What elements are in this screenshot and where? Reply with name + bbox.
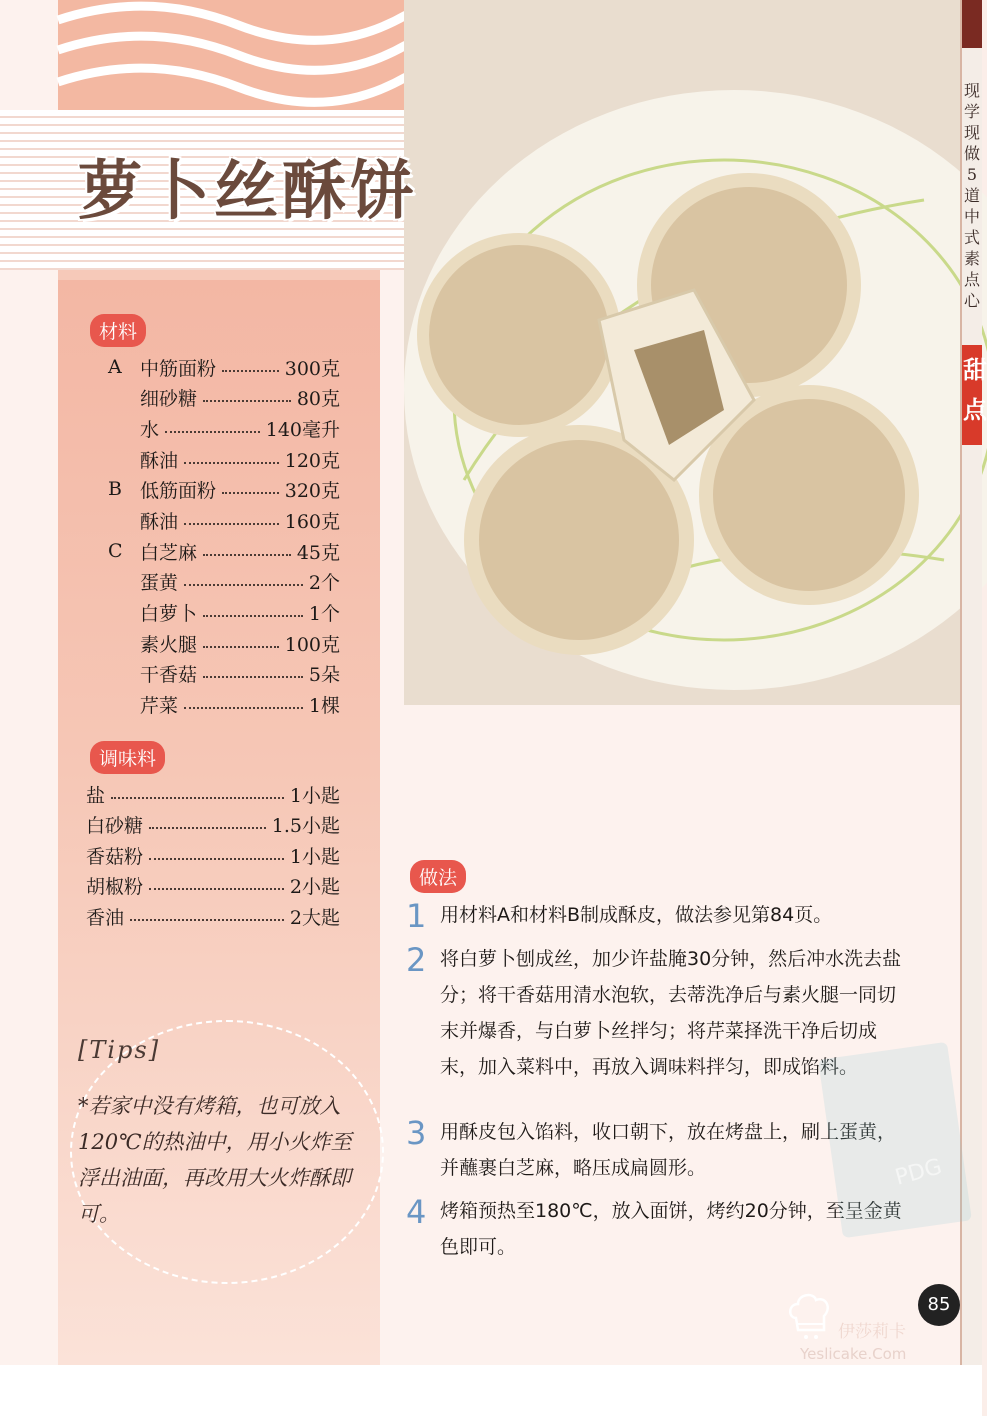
bottom-margin: [0, 1365, 982, 1416]
side-tab-char: 点: [963, 270, 980, 289]
page-number: 85: [918, 1284, 960, 1326]
tips-text: *若家中没有烤箱，也可放入120℃的热油中，用小火炸至浮出油面，再改用大火炸酥即可。: [78, 1094, 352, 1226]
step-number: 2: [406, 941, 427, 979]
ingredient-amount: 45克: [296, 541, 340, 564]
side-tab-char: 现: [963, 123, 980, 142]
ingredient-name: 白萝卜: [140, 602, 198, 625]
leader-dots: [149, 858, 284, 860]
ingredient-amount: 5朵: [308, 663, 340, 686]
ingredient-amount: 2个: [308, 571, 340, 594]
step-number: 3: [406, 1114, 427, 1152]
ingredient-row: [108, 536, 340, 566]
side-tab-red-char: 甜: [963, 355, 987, 384]
ingredient-row: [108, 658, 340, 688]
seasoning-row: [86, 901, 340, 931]
ingredient-name: 酥油: [140, 449, 179, 472]
ingredient-row: [108, 566, 340, 596]
leader-dots: [203, 554, 291, 556]
ingredient-row: [108, 474, 340, 504]
side-tab-red-char: 点: [963, 395, 987, 424]
leader-dots: [184, 584, 303, 586]
ingredient-row: [108, 597, 340, 627]
ingredient-amount: 120克: [284, 449, 340, 472]
leader-dots: [165, 431, 260, 433]
leader-dots: [111, 797, 284, 799]
seasoning-amount: 1小匙: [289, 845, 340, 868]
ingredient-name: 低筋面粉: [140, 479, 217, 502]
seasoning-name: 胡椒粉: [86, 875, 144, 898]
side-tab-char: 道: [963, 186, 980, 205]
side-tab-char: 中: [963, 207, 980, 226]
ingredient-name: 白芝麻: [140, 541, 198, 564]
seasoning-row: [86, 809, 340, 839]
leader-dots: [184, 462, 279, 464]
ingredient-amount: 160克: [284, 510, 340, 533]
ingredient-amount: 100克: [284, 633, 340, 656]
seasoning-row: [86, 870, 340, 900]
seasoning-amount: 1.5小匙: [271, 814, 340, 837]
leader-dots: [203, 646, 279, 648]
step-text: 用酥皮包入馅料，收口朝下，放在烤盘上，刷上蛋黄，并蘸裹白芝麻，略压成扁圆形。: [440, 1121, 897, 1179]
leader-dots: [222, 492, 279, 494]
seasoning-name: 香油: [86, 906, 125, 929]
ingredient-group: C: [108, 540, 123, 562]
seasoning-name: 盐: [86, 784, 106, 807]
footer-brand-en: Yeslicake.Com: [800, 1345, 907, 1363]
side-tab-char: 5: [966, 165, 978, 184]
watermark-text: PDG: [892, 1154, 945, 1191]
side-tab-char: 现: [963, 81, 980, 100]
ingredient-row: [108, 352, 340, 382]
step-text: 将白萝卜刨成丝，加少许盐腌30分钟，然后冲水洗去盐分；将干香菇用清水泡软，去蒂洗净后与素火腿一同切末并爆香，与白萝卜丝拌匀；将芹菜择洗干净后切成末，加入菜料中，再放入调味料拌匀，即成馅料。: [440, 948, 902, 1078]
leader-dots: [222, 370, 279, 372]
ingredient-name: 素火腿: [140, 633, 198, 656]
side-strip-cap: [962, 0, 982, 48]
side-tab-char: 做: [963, 144, 980, 163]
leader-dots: [130, 919, 284, 921]
ingredient-amount: 1个: [308, 602, 340, 625]
ingredient-name: 蛋黄: [140, 571, 179, 594]
chef-hat-icon: [786, 1290, 834, 1342]
seasoning-amount: 2小匙: [289, 875, 340, 898]
ingredient-amount: 320克: [284, 479, 340, 502]
side-tab-char: 心: [963, 291, 980, 310]
watermark-stamp: [818, 1042, 972, 1238]
ingredient-name: 水: [140, 418, 160, 441]
side-tab-char: 素: [963, 249, 980, 268]
wave-decoration: [58, 0, 406, 110]
leader-dots: [203, 400, 291, 402]
seasoning-row: [86, 779, 340, 809]
method-step: [406, 897, 906, 937]
ingredient-row: [108, 505, 340, 535]
tips-label: [Tips]: [78, 1036, 161, 1064]
ingredient-row: [108, 689, 340, 719]
side-tab-char: 式: [963, 228, 980, 247]
side-tab-char: 学: [963, 102, 980, 121]
ingredient-name: 细砂糖: [140, 387, 198, 410]
ingredient-amount: 80克: [296, 387, 340, 410]
step-number: 4: [406, 1193, 427, 1231]
method-step: [406, 1193, 906, 1265]
leader-dots: [149, 888, 284, 890]
seasoning-label: 调味料: [90, 741, 165, 774]
ingredient-row: [108, 413, 340, 443]
ingredients-label: 材料: [90, 314, 146, 347]
ingredient-name: 酥油: [140, 510, 179, 533]
ingredient-name: 干香菇: [140, 663, 198, 686]
leader-dots: [184, 523, 279, 525]
ingredient-row: [108, 628, 340, 658]
recipe-title: 萝卜丝酥饼: [78, 155, 418, 229]
seasoning-amount: 2大匙: [289, 906, 340, 929]
leader-dots: [203, 676, 303, 678]
ingredient-row: [108, 382, 340, 412]
seasoning-row: [86, 840, 340, 870]
leader-dots: [184, 707, 303, 709]
ingredient-amount: 300克: [284, 357, 340, 380]
ingredient-group: B: [108, 478, 122, 500]
step-number: 1: [406, 897, 427, 935]
ingredient-amount: 1棵: [308, 694, 340, 717]
dish-photo: [404, 0, 960, 705]
ingredient-name: 芹菜: [140, 694, 179, 717]
seasoning-name: 香菇粉: [86, 845, 144, 868]
ingredient-row: [108, 444, 340, 474]
ingredient-name: 中筋面粉: [140, 357, 217, 380]
ingredient-amount: 140毫升: [265, 418, 340, 441]
seasoning-name: 白砂糖: [86, 814, 144, 837]
step-text: 烤箱预热至180℃，放入面饼，烤约20分钟，至呈金黄色即可。: [440, 1200, 902, 1258]
leader-dots: [203, 615, 303, 617]
seasoning-amount: 1小匙: [289, 784, 340, 807]
leader-dots: [149, 827, 266, 829]
step-text: 用材料A和材料B制成酥皮，做法参见第84页。: [440, 904, 833, 926]
ingredient-group: A: [108, 356, 122, 378]
footer-brand-cn: 伊莎莉卡: [838, 1322, 906, 1342]
method-label: 做法: [410, 860, 466, 893]
